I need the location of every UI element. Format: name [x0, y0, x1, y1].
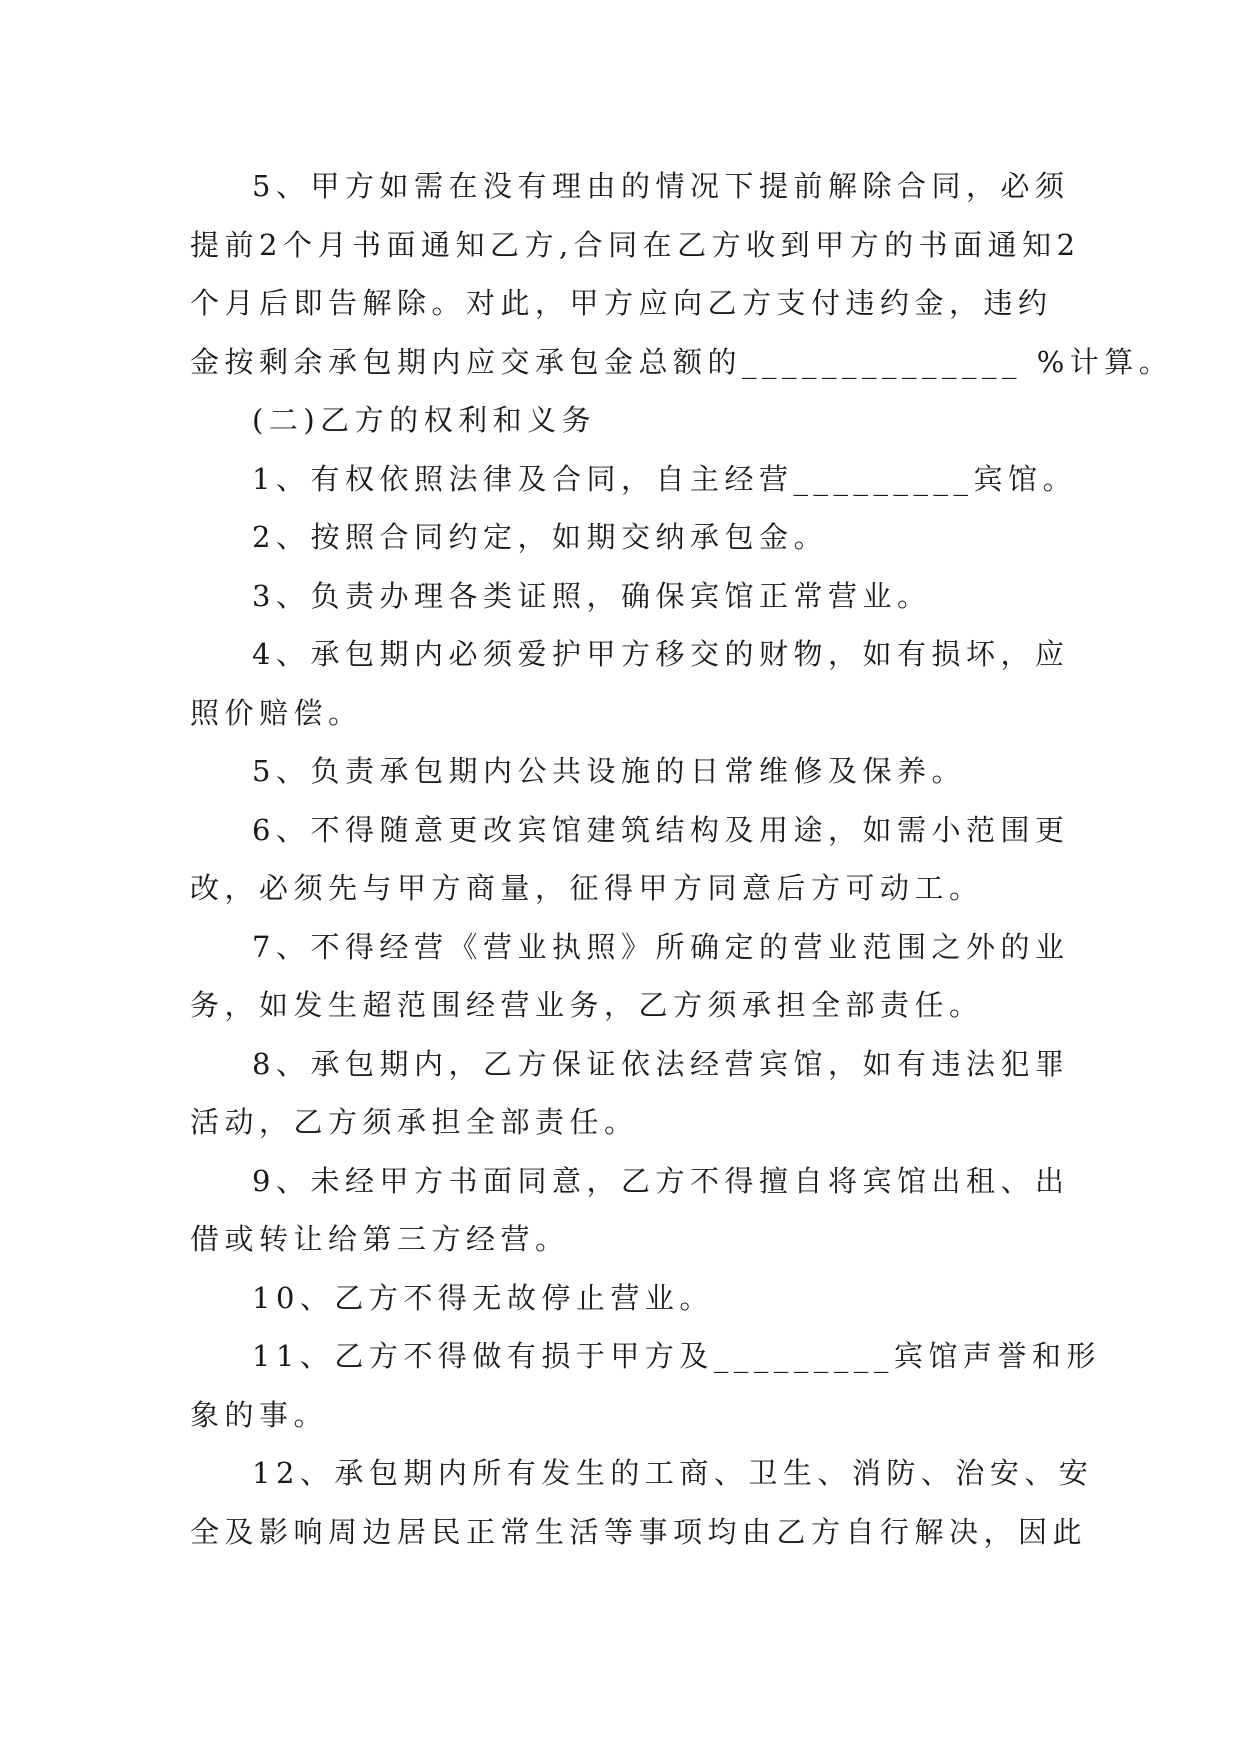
text-line: 3、负责办理各类证照，确保宾馆正常营业。 — [252, 579, 932, 613]
text-line: 12、承包期内所有发生的工商、卫生、消防、治安、安 — [252, 1456, 1094, 1490]
text-line: 全及影响周边居民正常生活等事项均由乙方自行解决，因此 — [190, 1515, 1088, 1549]
text-line: 2、按照合同约定，如期交纳承包金。 — [252, 520, 828, 554]
text-line: 4、承包期内必须爱护甲方移交的财物，如有损坏，应 — [252, 637, 1070, 671]
text-line: 活动，乙方须承担全部责任。 — [190, 1105, 639, 1139]
text-line: 1、有权依照法律及合同，自主经营_________宾馆。 — [252, 462, 1077, 496]
text-line: 借或转让给第三方经营。 — [190, 1222, 570, 1256]
text-line: 11、乙方不得做有损于甲方及_________宾馆声誉和形 — [252, 1339, 1101, 1373]
text-line: 10、乙方不得无故停止营业。 — [252, 1281, 714, 1315]
text-line: 9、未经甲方书面同意，乙方不得擅自将宾馆出租、出 — [252, 1164, 1070, 1198]
text-line: 务，如发生超范围经营业务，乙方须承担全部责任。 — [190, 988, 984, 1022]
text-line: 个月后即告解除。对此，甲方应向乙方支付违约金，违约 — [190, 286, 1053, 320]
text-line: 5、负责承包期内公共设施的日常维修及保养。 — [252, 754, 966, 788]
section-heading: (二)乙方的权利和义务 — [252, 403, 597, 437]
text-line: 7、不得经营《营业执照》所确定的营业范围之外的业 — [252, 930, 1070, 964]
text-line: 改，必须先与甲方商量，征得甲方同意后方可动工。 — [190, 871, 984, 905]
text-line: 8、承包期内，乙方保证依法经营宾馆，如有违法犯罪 — [252, 1047, 1070, 1081]
text-line: 照价赔偿。 — [190, 696, 363, 730]
text-line: 6、不得随意更改宾馆建筑结构及用途，如需小范围更 — [252, 813, 1070, 847]
text-line: 提前2个月书面通知乙方,合同在乙方收到甲方的书面通知2 — [190, 228, 1081, 262]
text-line: 金按剩余承包期内应交承包金总额的______________ %计算。 — [190, 345, 1174, 379]
text-line: 5、甲方如需在没有理由的情况下提前解除合同，必须 — [252, 169, 1070, 203]
text-line: 象的事。 — [190, 1398, 329, 1432]
